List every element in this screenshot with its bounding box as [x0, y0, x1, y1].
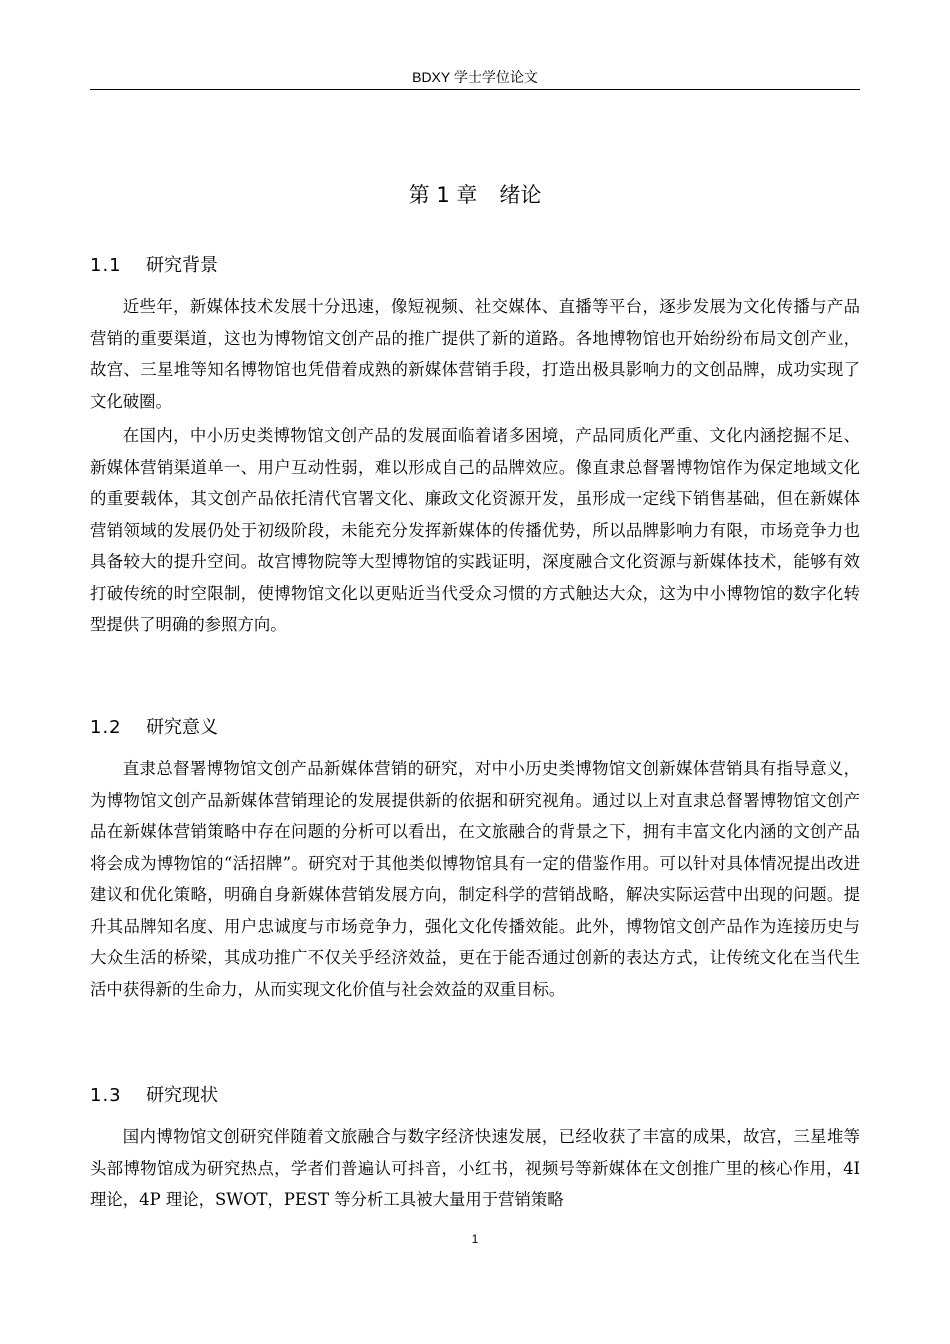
section-number: 1.2 — [90, 717, 122, 738]
section-title — [90, 1082, 860, 1110]
chapter-number: 第 1 章 — [408, 183, 478, 207]
section-name: 研究背景 — [146, 255, 218, 276]
body-paragraph: 近些年，新媒体技术发展十分迅速，像短视频、社交媒体、直播等平台，逐步发展为文化传播与产品营销的重要渠道，这也为博物馆文创产品的推广提供了新的道路。各地博物馆也开始纷纷布局文创产业，故宫、三星堆等知名博物馆也凭借着成熟的新媒体营销手段，打造出极具影响力的文创品牌，成功实现了文化破圈。 — [90, 297, 860, 411]
section-number: 1.1 — [90, 255, 122, 276]
body-paragraph: 在国内，中小历史类博物馆文创产品的发展面临着诸多困境，产品同质化严重、文化内涵挖掘不足、新媒体营销渠道单一、用户互动性弱，难以形成自己的品牌效应。像直隶总督署博物馆作为保定地域文化的重要载体，其文创产品依托清代官署文化、廉政文化资源开发，虽形成一定线下销售基础，但在新媒体营销领域的发展仍处于初级阶段，未能充分发挥新媒体的传播优势，所以品牌影响力有限，市场竞争力也具备较大的提升空间。故宫博物院等大型博物馆的实践证明，深度融合文化资源与新媒体技术，能够有效打破传统的时空限制，使博物馆文化以更贴近当代受众习惯的方式触达大众，这为中小博物馆的数字化转型提供了明确的参照方向。 — [90, 426, 860, 634]
chapter-title — [90, 178, 860, 212]
page-header: BDXY 学士学位论文 — [412, 69, 538, 85]
body-paragraph: 国内博物馆文创研究伴随着文旅融合与数字经济快速发展，已经收获了丰富的成果，故宫，三星堆等头部博物馆成为研究热点，学者们普遍认可抖音，小红书，视频号等新媒体在文创推广里的核心作用，4I 理论，4P 理论，SWOT，PEST 等分析工具被大量用于营销策略 — [90, 1127, 860, 1209]
body-paragraph: 直隶总督署博物馆文创产品新媒体营销的研究，对中小历史类博物馆文创新媒体营销具有指导意义，为博物馆文创产品新媒体营销理论的发展提供新的依据和研究视角。通过以上对直隶总督署博物馆文创产品在新媒体营销策略中存在问题的分析可以看出，在文旅融合的背景之下，拥有丰富文化内涵的文创产品将会成为博物馆的“活招牌”。研究对于其他类似博物馆具有一定的借鉴作用。可以针对具体情况提出改进建议和优化策略，明确自身新媒体营销发展方向，制定科学的营销战略，解决实际运营中出现的问题。提升其品牌知名度、用户忠诚度与市场竞争力，强化文化传播效能。此外，博物馆文创产品作为连接历史与大众生活的桥梁，其成功推广不仅关乎经济效益，更在于能否通过创新的表达方式，让传统文化在当代生活中获得新的生命力，从而实现文化价值与社会效益的双重目标。 — [90, 759, 860, 999]
header-divider — [90, 89, 860, 90]
section-number: 1.3 — [90, 1085, 122, 1106]
section-name: 研究现状 — [146, 1085, 218, 1106]
chapter-name: 绪论 — [499, 183, 542, 207]
section-title — [90, 714, 860, 742]
page-number: 1 — [471, 1232, 479, 1246]
section-name: 研究意义 — [146, 717, 218, 738]
section-title — [90, 252, 860, 280]
